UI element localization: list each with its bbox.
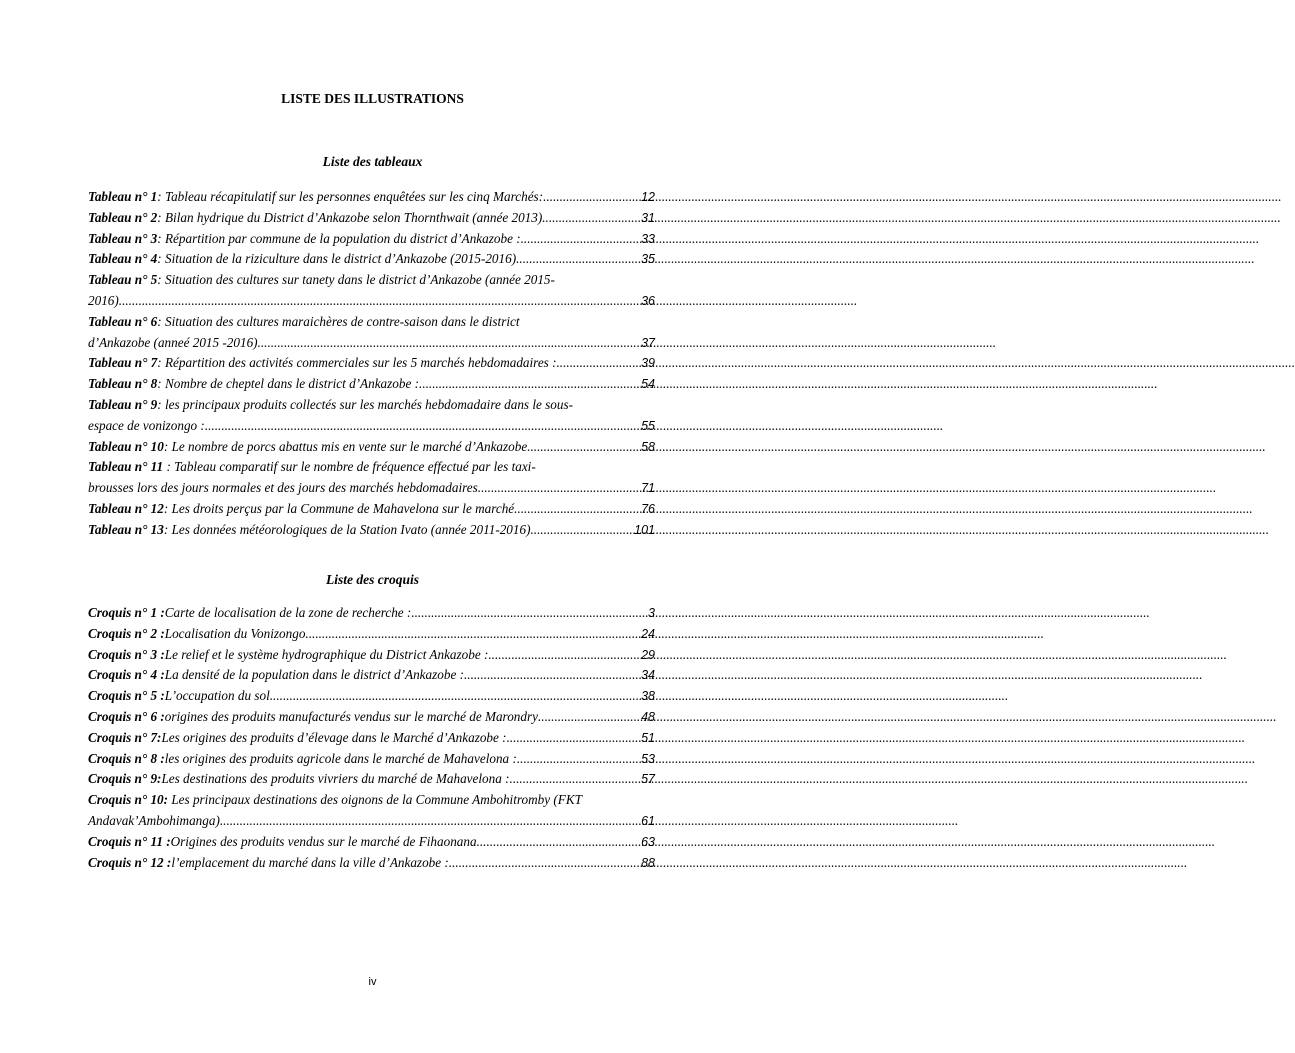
tableau-label: Tableau n° 8 — [88, 376, 158, 392]
croquis-entry[interactable] — [88, 603, 655, 624]
tableau-title: : Les droits perçus par la Commune de Mahavelona sur le marché — [163, 500, 515, 516]
tableau-page-number: 76 — [641, 501, 655, 516]
tableau-page-number: 55 — [641, 418, 655, 433]
croquis-page-number: 51 — [641, 730, 655, 745]
croquis-entry[interactable] — [88, 728, 655, 749]
tableau-title: : Situation des cultures sur tanety dans le district d’Ankazobe (année 2015- — [157, 272, 555, 288]
tableau-label: Tableau n° 2 — [88, 209, 158, 225]
tableau-page-number: 58 — [641, 439, 655, 454]
croquis-title-continued: Andavak’Ambohimanga) — [88, 812, 220, 828]
tableau-label: Tableau n° 7 — [88, 355, 158, 371]
dot-leader — [419, 374, 641, 395]
tableau-entry[interactable] — [88, 457, 655, 499]
tableau-label: Tableau n° 3 — [88, 230, 158, 246]
dot-leader — [305, 624, 641, 645]
croquis-label: Croquis n° 11 : — [88, 833, 171, 849]
tableau-label: Tableau n° 4 — [88, 251, 158, 267]
tableau-page-number: 36 — [641, 293, 655, 308]
dot-leader — [521, 229, 641, 250]
croquis-entry[interactable] — [88, 624, 655, 645]
croquis-entry[interactable] — [88, 790, 655, 832]
tableau-title: : Tableau récapitulatif sur les personnes enquêtées sur les cinq Marchés: — [157, 189, 544, 204]
croquis-label: Croquis n° 1 : — [88, 605, 165, 620]
tableau-title-line-2 — [88, 333, 655, 354]
tableau-label: Tableau n° 1 — [88, 189, 158, 204]
tableau-label: Tableau n° 11 — [88, 459, 164, 475]
tableau-entry[interactable] — [88, 395, 655, 437]
croquis-entry[interactable] — [88, 686, 655, 707]
croquis-label: Croquis n° 2 : — [88, 625, 165, 641]
croquis-title: les origines des produits agricole dans le marché de Mahavelona : — [164, 750, 517, 766]
tableau-title: : Le nombre de porcs abattus mis en vente sur le marché d’Ankazobe — [163, 438, 528, 454]
tableau-page-number: 39 — [641, 356, 655, 371]
croquis-label: Croquis n° 4 : — [88, 667, 165, 683]
dot-leader — [119, 291, 641, 312]
dot-leader — [530, 520, 634, 541]
croquis-title: Les origines des produits d’élevage dans le Marché d’Ankazobe : — [161, 729, 507, 745]
page-number: iv — [368, 976, 377, 988]
tableau-title: : Situation des cultures maraichères de contre-saison dans le district — [157, 313, 520, 329]
tableau-page-number: 33 — [641, 231, 655, 246]
tableau-title-line-1 — [88, 457, 655, 478]
tableau-title-line-2 — [88, 478, 655, 499]
tableau-label: Tableau n° 13 — [88, 521, 164, 537]
croquis-entry[interactable] — [88, 853, 655, 874]
tableau-entry[interactable] — [88, 187, 655, 208]
tableau-title: : Bilan hydrique du District d’Ankazobe selon Thornthwait (année 2013) — [157, 209, 543, 225]
croquis-label: Croquis n° 10: — [88, 792, 169, 808]
tableau-entry[interactable] — [88, 520, 655, 541]
tableau-page-number: 31 — [641, 210, 655, 225]
tableau-label: Tableau n° 6 — [88, 313, 158, 329]
croquis-title: L’occupation du sol — [164, 688, 270, 704]
dot-leader — [270, 686, 641, 707]
croquis-page-number: 53 — [641, 751, 655, 766]
dot-leader — [488, 645, 641, 666]
tableau-label: Tableau n° 10 — [88, 438, 164, 454]
croquis-title: Les destinations des produits vivriers du marché de Mahavelona : — [161, 771, 510, 787]
tableau-title-line-1 — [88, 395, 655, 416]
croquis-list — [88, 603, 655, 873]
dot-leader — [478, 478, 641, 499]
tableau-label: Tableau n° 5 — [88, 272, 158, 288]
dot-leader — [258, 333, 642, 354]
tableau-page-number: 54 — [641, 377, 655, 392]
tableau-title: : les principaux produits collectés sur les marchés hebdomadaire dans le sous- — [157, 396, 573, 412]
tableau-title: : Tableau comparatif sur le nombre de fréquence effectué par les taxi- — [163, 459, 536, 475]
tableau-title-line-2 — [88, 291, 655, 312]
dot-leader — [557, 353, 642, 374]
tableau-title: : Répartition des activités commerciales sur les 5 marchés hebdomadaires : — [157, 355, 557, 371]
croquis-label: Croquis n° 9: — [88, 771, 162, 787]
dot-leader — [543, 187, 641, 208]
croquis-label: Croquis n° 12 : — [88, 854, 172, 870]
dot-leader — [538, 707, 641, 728]
tableau-page-number: 12 — [641, 190, 655, 204]
tableau-page-number: 37 — [641, 335, 655, 350]
tableau-label: Tableau n° 12 — [88, 500, 164, 516]
croquis-entry[interactable] — [88, 665, 655, 686]
tableau-title-line-2 — [88, 416, 655, 437]
dot-leader — [205, 416, 641, 437]
tableau-title: : Les données météorologiques de la Station Ivato (année 2011-2016) — [163, 521, 531, 537]
tableau-title-line-1 — [88, 312, 655, 333]
dot-leader — [449, 853, 641, 874]
croquis-page-number: 3 — [648, 606, 655, 620]
tableau-entry[interactable] — [88, 249, 655, 270]
dot-leader — [477, 832, 642, 853]
tableau-page-number: 101 — [634, 522, 655, 537]
croquis-page-number: 24 — [641, 626, 655, 641]
dot-leader — [220, 811, 641, 832]
tableau-title-line-1 — [88, 270, 655, 291]
tableau-title: : Répartition par commune de la population du district d’Ankazobe : — [157, 230, 521, 246]
dot-leader — [411, 603, 648, 624]
dot-leader — [464, 665, 641, 686]
croquis-entry[interactable] — [88, 769, 655, 790]
dot-leader — [517, 749, 641, 770]
tableau-label: Tableau n° 9 — [88, 396, 158, 412]
croquis-title: Le relief et le système hydrographique du District Ankazobe : — [164, 646, 489, 662]
tableau-entry[interactable] — [88, 208, 655, 229]
tableau-entry[interactable] — [88, 353, 655, 374]
croquis-page-number: 63 — [641, 834, 655, 849]
tableau-title: : Situation de la riziculture dans le district d’Ankazobe (2015-2016) — [157, 251, 517, 267]
croquis-entry[interactable] — [88, 707, 655, 728]
tableaux-heading: Liste des tableaux — [322, 154, 423, 169]
croquis-page-number: 29 — [641, 647, 655, 662]
tableaux-list — [88, 187, 655, 541]
croquis-label: Croquis n° 6 : — [88, 708, 165, 724]
croquis-title: l’emplacement du marché dans la ville d’Ankazobe : — [171, 854, 449, 870]
croquis-page-number: 57 — [641, 772, 655, 787]
croquis-label: Croquis n° 7: — [88, 729, 162, 745]
tableau-entry[interactable] — [88, 374, 655, 395]
croquis-entry[interactable] — [88, 645, 655, 666]
croquis-title: La densité de la population dans le district d’Ankazobe : — [164, 667, 464, 683]
croquis-title: Origines des produits vendus sur le marché de Fihaonana — [170, 833, 477, 849]
croquis-title: Localisation du Vonizongo — [164, 625, 306, 641]
dot-leader — [510, 769, 642, 790]
croquis-heading: Liste des croquis — [326, 572, 419, 587]
tableau-entry[interactable] — [88, 312, 655, 354]
tableau-entry[interactable] — [88, 270, 655, 312]
croquis-label: Croquis n° 8 : — [88, 750, 165, 766]
croquis-page-number: 34 — [641, 668, 655, 683]
tableau-title-continued: espace de vonizongo : — [88, 417, 205, 433]
tableau-entry[interactable] — [88, 229, 655, 250]
tableau-entry[interactable] — [88, 499, 655, 520]
tableau-page-number: 71 — [641, 481, 655, 496]
tableau-entry[interactable] — [88, 437, 655, 458]
tableau-title: : Nombre de cheptel dans le district d’Ankazobe : — [157, 376, 420, 392]
tableau-title-continued: 2016) — [88, 292, 119, 308]
croquis-label: Croquis n° 5 : — [88, 688, 165, 704]
tableau-page-number: 35 — [641, 252, 655, 267]
tableau-title-continued: d’Ankazobe (anneé 2015 -2016) — [88, 334, 258, 350]
dot-leader — [527, 437, 641, 458]
dot-leader — [516, 249, 641, 270]
croquis-title: Les principaux destinations des oignons de la Commune Ambohitromby (FKT — [168, 792, 582, 808]
dot-leader — [507, 728, 642, 749]
croquis-page-number: 38 — [641, 689, 655, 704]
dot-leader — [514, 499, 641, 520]
croquis-title: Carte de localisation de la zone de recherche : — [164, 605, 412, 620]
croquis-page-number: 88 — [641, 855, 655, 870]
croquis-title: origines des produits manufacturés vendus sur le marché de Marondry — [164, 708, 538, 724]
croquis-entry[interactable] — [88, 749, 655, 770]
croquis-entry[interactable] — [88, 832, 655, 853]
tableau-title-continued: brousses lors des jours normales et des jours des marchés hebdomadaires — [88, 480, 478, 496]
page-title: LISTE DES ILLUSTRATIONS — [281, 91, 464, 106]
croquis-label: Croquis n° 3 : — [88, 646, 165, 662]
croquis-page-number: 61 — [641, 813, 655, 828]
croquis-title-line-2 — [88, 811, 655, 832]
dot-leader — [542, 208, 641, 229]
croquis-page-number: 48 — [641, 709, 655, 724]
croquis-title-line-1 — [88, 790, 655, 811]
